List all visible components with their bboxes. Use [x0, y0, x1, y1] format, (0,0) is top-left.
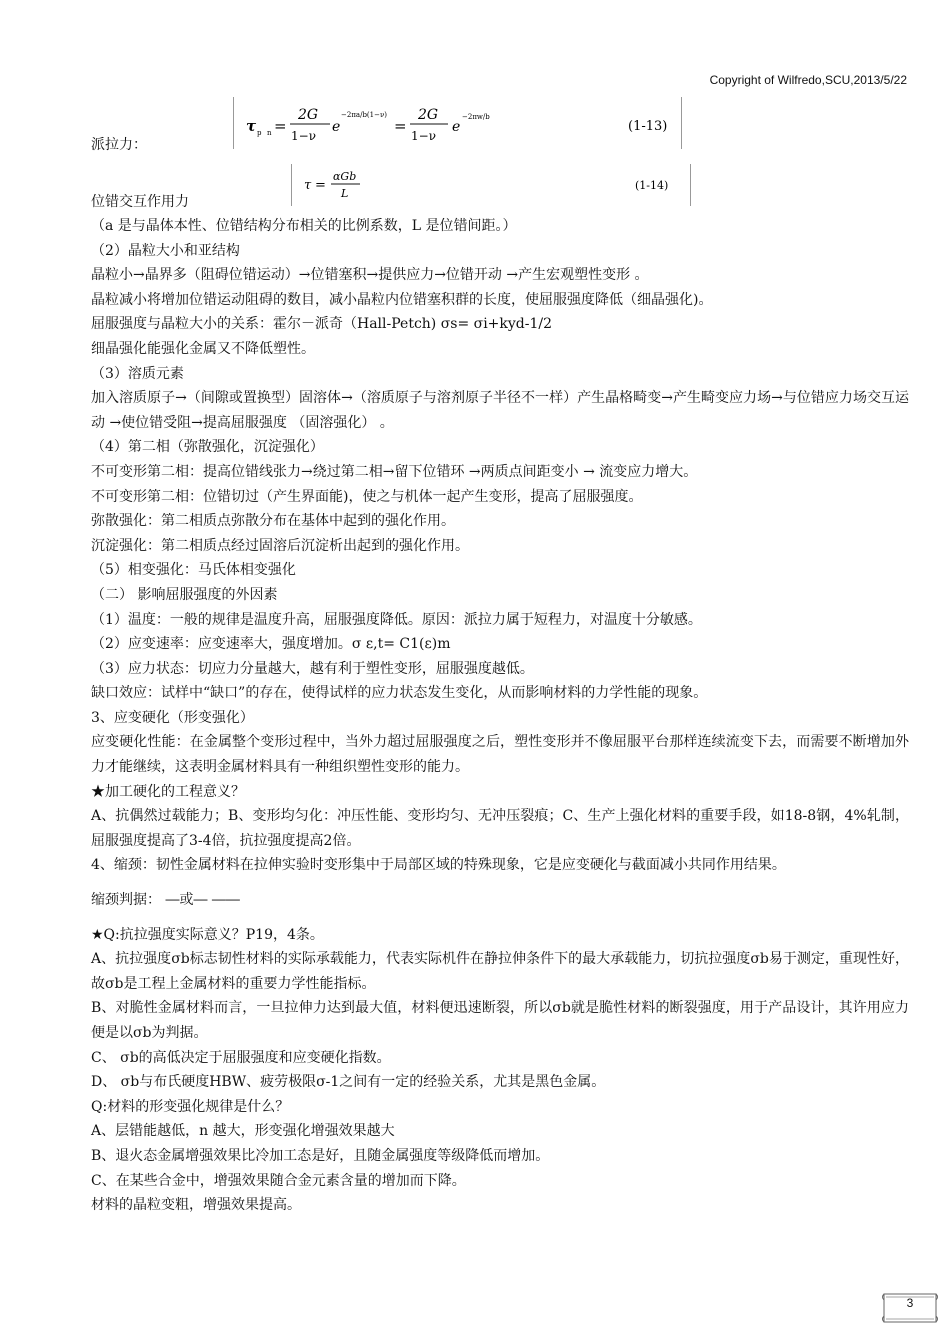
- svg-text:2G: 2G: [418, 107, 439, 123]
- text-line: 细晶强化能强化金属又不降低塑性。: [91, 340, 315, 357]
- text-line: ★Q:抗拉强度实际意义？P19，4条。: [91, 926, 324, 943]
- text-line: 缺口效应：试样中“缺口”的存在，使得试样的应力状态发生变化，从而影响材料的力学性能的现象。: [91, 685, 708, 702]
- page-number: 3: [906, 1296, 914, 1310]
- svg-text:τ: τ: [304, 178, 312, 193]
- svg-text:p: p: [257, 129, 262, 137]
- document-body: [91, 214, 909, 1218]
- svg-text:e: e: [332, 119, 341, 135]
- formula-number-1-14: (1-14): [635, 179, 669, 192]
- text-line: A、抗偶然过载能力；B、变形均匀化：冲压性能、变形均匀、无冲压裂痕；C、生产上强化材料的重要手段，如18-8钢，4%轧制，屈服强度提高了3-4倍，抗拉强度提高2倍。: [91, 808, 909, 849]
- svg-text:−2πa/b(1−ν): −2πa/b(1−ν): [341, 111, 387, 119]
- svg-text:=: =: [315, 178, 326, 193]
- necking-criterion-line: 缩颈判据： ―或― ――: [91, 892, 240, 909]
- text-line: 晶粒减小将增加位错运动阻碍的数目，减小晶粒内位错塞积群的长度，使屈服强度降低（细晶强化)。: [91, 291, 713, 308]
- peierls-formula-image: [233, 97, 682, 149]
- text-line: 加入溶质原子→（间隙或置换型）固溶体→（溶质原子与溶剂原子半径不一样）产生晶格畸变→产生畸变应力场→与位错应力场交互运动 →使位错受阻→提高屈服强度 （固溶强化） 。: [91, 390, 909, 431]
- svg-text:1−ν: 1−ν: [291, 129, 316, 143]
- svg-text:n: n: [267, 129, 272, 137]
- text-line: ★加工硬化的工程意义？: [91, 783, 245, 800]
- text-line: 不可变形第二相：提高位错线张力→绕过第二相→留下位错环 →两质点间距变小 → 流变应力增大。: [91, 463, 698, 480]
- dislocation-interaction-label: 位错交互作用力: [91, 194, 189, 210]
- text-line: （3）应力状态：切应力分量越大，越有利于塑性变形，屈服强度越低。: [91, 660, 534, 677]
- text-line: （3）溶质元素: [91, 365, 184, 382]
- svg-text:1−ν: 1−ν: [411, 129, 436, 143]
- peierls-force-label: 派拉力：: [91, 137, 147, 153]
- svg-text:e: e: [452, 119, 461, 135]
- svg-text:−2πw/b: −2πw/b: [462, 113, 490, 121]
- svg-text:2G: 2G: [298, 107, 319, 123]
- text-line: C、 σb的高低决定于屈服强度和应变硬化指数。: [91, 1049, 391, 1066]
- svg-text:=: =: [394, 117, 407, 135]
- text-line: 不可变形第二相：位错切过（产生界面能)，使之与机体一起产生变形，提高了屈服强度。: [91, 488, 643, 505]
- text-line: （2）晶粒大小和亚结构: [91, 242, 240, 259]
- text-line: 3、应变硬化（形变强化）: [91, 709, 254, 726]
- text-line: B、退火态金属增强效果比冷加工态是好，且随金属强度等级降低而增加。: [91, 1147, 550, 1164]
- text-line: B、对脆性金属材料而言，一旦拉伸力达到最大值，材料便迅速断裂，所以σb就是脆性材料的断裂强度，用于产品设计，其许用应力便是以σb为判据。: [91, 1000, 909, 1041]
- text-line: A、抗拉强度σb标志韧性材料的实际承载能力，代表实际机件在静拉伸条件下的最大承载能力，切抗拉强度σb易于测定，重现性好，故σb是工程上金属材料的重要力学性能指标。: [91, 951, 909, 992]
- text-line: （a 是与晶体本性、位错结构分布相关的比例系数，L 是位错间距。）: [91, 218, 517, 234]
- text-line: （5）相变强化：马氏体相变强化: [91, 562, 296, 579]
- copyright-header: Copyright of Wilfredo,SCU,2013/5/22: [709, 73, 907, 87]
- text-line: 4、缩颈：韧性金属材料在拉伸实验时变形集中于局部区域的特殊现象，它是应变硬化与截面减小共同作用结果。: [91, 857, 786, 874]
- formula-number-1-13: (1-13): [628, 119, 668, 134]
- svg-text:=: =: [274, 117, 287, 135]
- text-line: （1）温度：一般的规律是温度升高，屈服强度降低。原因：派拉力属于短程力，对温度十分敏感。: [91, 611, 702, 628]
- svg-text:τ: τ: [246, 117, 257, 135]
- text-line: 晶粒小→晶界多（阻碍位错运动）→位错塞积→提供应力→位错开动 →产生宏观塑性变形 。: [91, 267, 649, 284]
- text-line: 应变硬化性能：在金属整个变形过程中，当外力超过屈服强度之后，塑性变形并不像屈服平台那样连续流变下去，而需要不断增加外力才能继续，这表明金属材料具有一种组织塑性变形的能力。: [91, 734, 909, 776]
- text-line: （4）第二相（弥散强化，沉淀强化）: [91, 439, 324, 456]
- text-line: 材料的晶粒变粗，增强效果提高。: [91, 1197, 301, 1214]
- text-line: C、在某些合金中，增强效果随合金元素含量的增加而下降。: [91, 1172, 466, 1189]
- interaction-formula-image: [291, 164, 691, 206]
- text-line: 屈服强度与晶粒大小的关系：霍尔－派奇（Hall-Petch) σs= σi+kyd-1/2: [91, 316, 553, 333]
- text-line: 弥散强化：第二相质点弥散分布在基体中起到的强化作用。: [91, 513, 455, 530]
- text-line: D、 σb与布氏硬度HBW、疲劳极限σ-1之间有一定的经验关系，尤其是黑色金属。: [91, 1074, 606, 1091]
- text-line: Q:材料的形变强化规律是什么？: [91, 1098, 290, 1115]
- text-line: （二） 影响屈服强度的外因素: [91, 586, 278, 603]
- svg-text:αGb: αGb: [333, 170, 357, 183]
- text-line: A、层错能越低，n 越大，形变强化增强效果越大: [91, 1123, 395, 1140]
- text-line: 沉淀强化：第二相质点经过固溶后沉淀析出起到的强化作用。: [91, 537, 469, 554]
- svg-text:L: L: [341, 187, 349, 200]
- text-line: （2）应变速率：应变速率大，强度增加。σ ε,t= C1(ε)m: [91, 636, 451, 653]
